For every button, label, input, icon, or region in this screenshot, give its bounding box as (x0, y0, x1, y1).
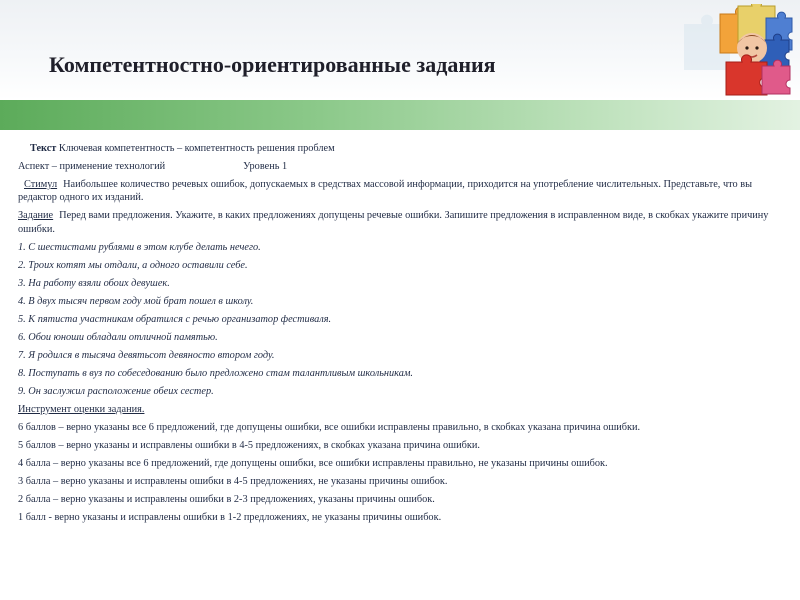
criterion-item: 6 баллов – верно указаны все 6 предложений, где допущены ошибки, все ошибки исправлены правильно, в скобках указана причина ошибки. (18, 421, 641, 433)
criterion-item: 2 балла – верно указаны и исправлены ошибки в 2-3 предложениях, указаны причины ошибок. (18, 493, 435, 505)
puzzle-pieces-image (676, 4, 794, 96)
stimulus-paragraph (18, 178, 788, 205)
sentence-item: 7. Я родился в тысяча девятьсот девяносто втором году. (18, 349, 275, 361)
sentence-item: 4. В двух тысяч первом году мой брат пошел в школу. (18, 295, 254, 307)
sentence-item: 3. На работу взяли обоих девушек. (18, 277, 170, 289)
sentence-item: 8. Поступать в вуз по собеседованию было предложено стам талантливым школьникам. (18, 367, 413, 379)
text-label: Текст (30, 143, 57, 154)
sentence-item: 2. Троих котят мы отдали, а одного оставили себе. (18, 259, 248, 271)
slide-title: Компетентностно-ориентированные задания (49, 52, 496, 77)
sentence-item: 1. С шестистами рублями в этом клубе делать нечего. (18, 241, 261, 253)
stimulus-text: Наибольшее количество речевых ошибок, допускаемых в средствах массовой информации, приходится на употребление числительных. Представьте, что вы редактор одного их изданий. (18, 179, 752, 204)
task-text: Перед вами предложения. Укажите, в каких предложениях допущены речевые ошибки. Запишите предложения в исправленном виде, в скобках укажите причину ошибки. (18, 210, 769, 235)
stimulus-label: Стимул (24, 179, 58, 190)
text-header-line (18, 142, 788, 155)
sentence-item: 9. Он заслужил расположение обеих сестер. (18, 385, 214, 397)
criterion-item: 5 баллов – верно указаны и исправлены ошибки в 4-5 предложениях, в скобках указана причина ошибки. (18, 439, 480, 451)
slide-content (18, 142, 788, 529)
task-paragraph (18, 209, 788, 236)
criterion-item: 4 балла – верно указаны все 6 предложений, где допущены ошибки, все ошибки исправлены правильно, не указаны причины ошибок. (18, 457, 608, 469)
green-accent-band (0, 100, 800, 130)
sentence-item: 6. Обои юноши обладали отличной памятью. (18, 331, 218, 343)
criterion-item: 1 балл - верно указаны и исправлены ошибки в 1-2 предложениях, не указаны причины ошибок. (18, 511, 442, 523)
instrument-title: Инструмент оценки задания. (18, 403, 145, 415)
aspect-line (18, 160, 788, 173)
criterion-item: 3 балла – верно указаны и исправлены ошибки в 4-5 предложениях, не указаны причины ошибок. (18, 475, 448, 487)
aspect-text: Аспект – применение технологий (18, 161, 166, 172)
level-text: Уровень 1 (243, 161, 288, 172)
task-label: Задание (18, 210, 54, 222)
text-header-description: Ключевая компетентность – компетентность решения проблем (56, 143, 335, 154)
sentence-item: 5. К пятиста участникам обратился с речью организатор фестиваля. (18, 313, 332, 325)
